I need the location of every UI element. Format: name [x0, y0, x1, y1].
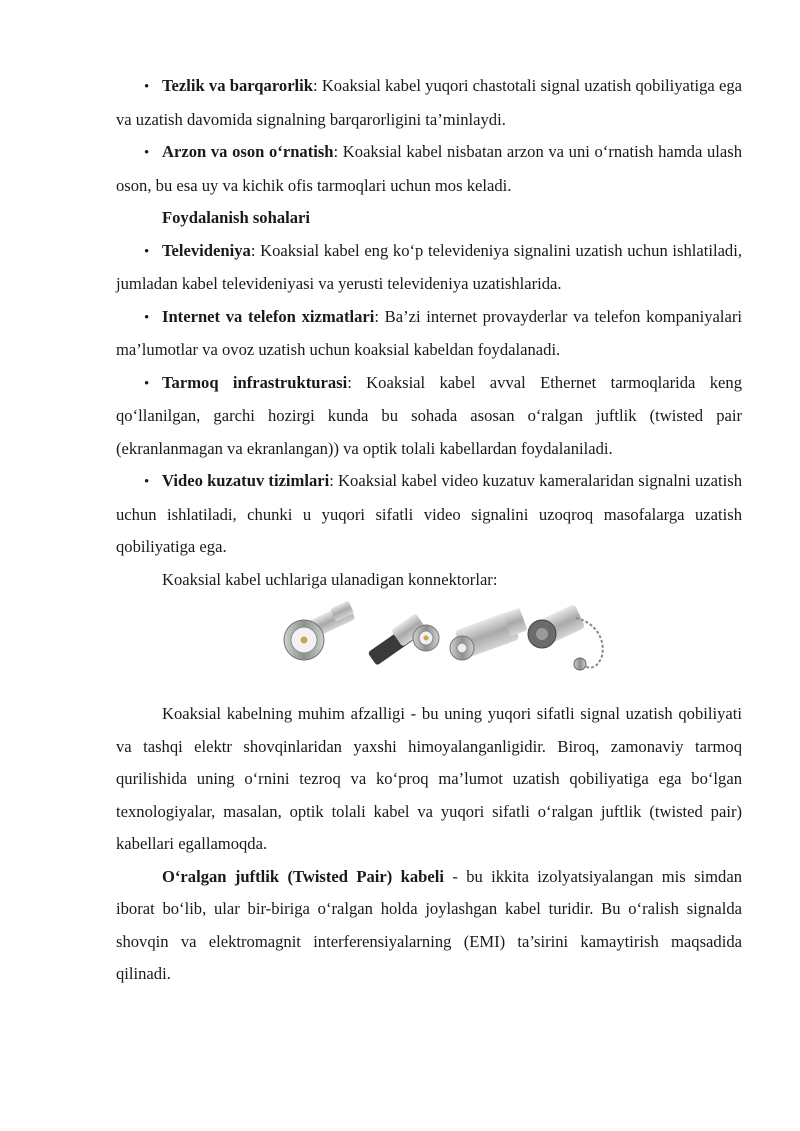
bullet-internet-phone	[116, 301, 742, 367]
bullet-cheap-easy-install	[116, 136, 742, 202]
connectors-figure	[116, 598, 742, 694]
bullet-term: Televideniya	[162, 240, 251, 260]
bnc-male-connector-icon	[284, 600, 356, 660]
bullet-speed-stability	[116, 70, 742, 136]
bullet-text: : Koaksial kabel nisbatan arzon va uni o‘rnatish hamda ulash oson, bu esa uy va kichik ofis tarmoqlari uchun mos keladi.	[116, 142, 742, 195]
bullet-text: : Koaksial kabel video kuzatuv kameralaridan signalni uzatish uchun ishlatiladi, chunki u yuqori sifatli video signalini uzoqroq masofalarga uzatish qobiliyatiga ega.	[116, 471, 742, 556]
twisted-pair-term: O‘ralgan juftlik (Twisted Pair) kabeli	[162, 866, 444, 886]
bullet-term: Tarmoq infrastrukturasi	[162, 372, 348, 392]
connectors-caption: Koaksial kabel uchlariga ulanadigan konnektorlar:	[162, 569, 498, 589]
bullet-text: : Koaksial kabel avval Ethernet tarmoqlarida keng qo‘llanilgan, garchi hozirgi kunda bu sohada asosan o‘ralgan juftlik (twisted pair (ekranlanmagan va ekranlangan)) va optik tolali kabellardan foydalaniladi.	[116, 372, 742, 458]
bnc-right-angle-connector-icon	[368, 613, 439, 666]
bullet-term: Internet va telefon xizmatlari	[162, 306, 375, 326]
bullet-video-surveillance	[116, 465, 742, 564]
bullet-term: Arzon va oson o‘rnatish	[162, 142, 334, 161]
document-page	[116, 70, 742, 991]
bullet-text: : Koaksial kabel yuqori chastotali signal uzatish qobiliyatiga ega va uzatish davomida signalning barqarorligini ta’minlaydi.	[116, 76, 742, 129]
bullet-text: : Koaksial kabel eng ko‘p televideniya signalini uzatish uchun ishlatiladi, jumladan kabel televideniyasi va yerusti televideniya uzatishlarida.	[116, 240, 742, 293]
section-heading	[116, 202, 742, 235]
bullet-term: Video kuzatuv tizimlari	[162, 471, 330, 490]
bullet-text: : Ba’zi internet provayderlar va telefon kompaniyalari ma’lumotlar va ovoz uzatish uchun koaksial kabeldan foydalanadi.	[116, 306, 742, 359]
bullet-term: Tezlik va barqarorlik	[162, 76, 314, 95]
twisted-pair-text: - bu ikkita izolyatsiyalangan mis simdan iborat bo‘lib, ular bir-biriga o‘ralgan holda joylashgan kabel turidir. Bu o‘ralish signalda shovqin va elektromagnit interferensiyalarning (EMI) ta’sirini kamaytirish maqsadida qilinadi.	[116, 866, 742, 983]
paragraph-twisted-pair	[116, 861, 742, 991]
connectors-image	[276, 598, 626, 694]
bnc-connector-with-chain-icon	[528, 604, 603, 670]
bullet-television	[116, 235, 742, 301]
bnc-coupler-connector-icon	[450, 608, 528, 660]
section-heading-text: Foydalanish sohalari	[162, 208, 310, 227]
paragraph-advantage: Koaksial kabelning muhim afzalligi - bu uning yuqori sifatli signal uzatish qobiliyati va tashqi elektr shovqinlaridan yaxshi himoyalanganligidir. Biroq, zamonaviy tarmoq qurilishida uning o‘rnini tezroq va ko‘proq ma’lumot uzatish qobiliyatiga ega bo‘lgan texnologiyalar, masalan, optik tolali kabel va yuqori sifatli o‘ralgan juftlik (twisted pair) kabellari egallamoqda.	[116, 704, 742, 853]
bullet-network-infrastructure	[116, 367, 742, 466]
